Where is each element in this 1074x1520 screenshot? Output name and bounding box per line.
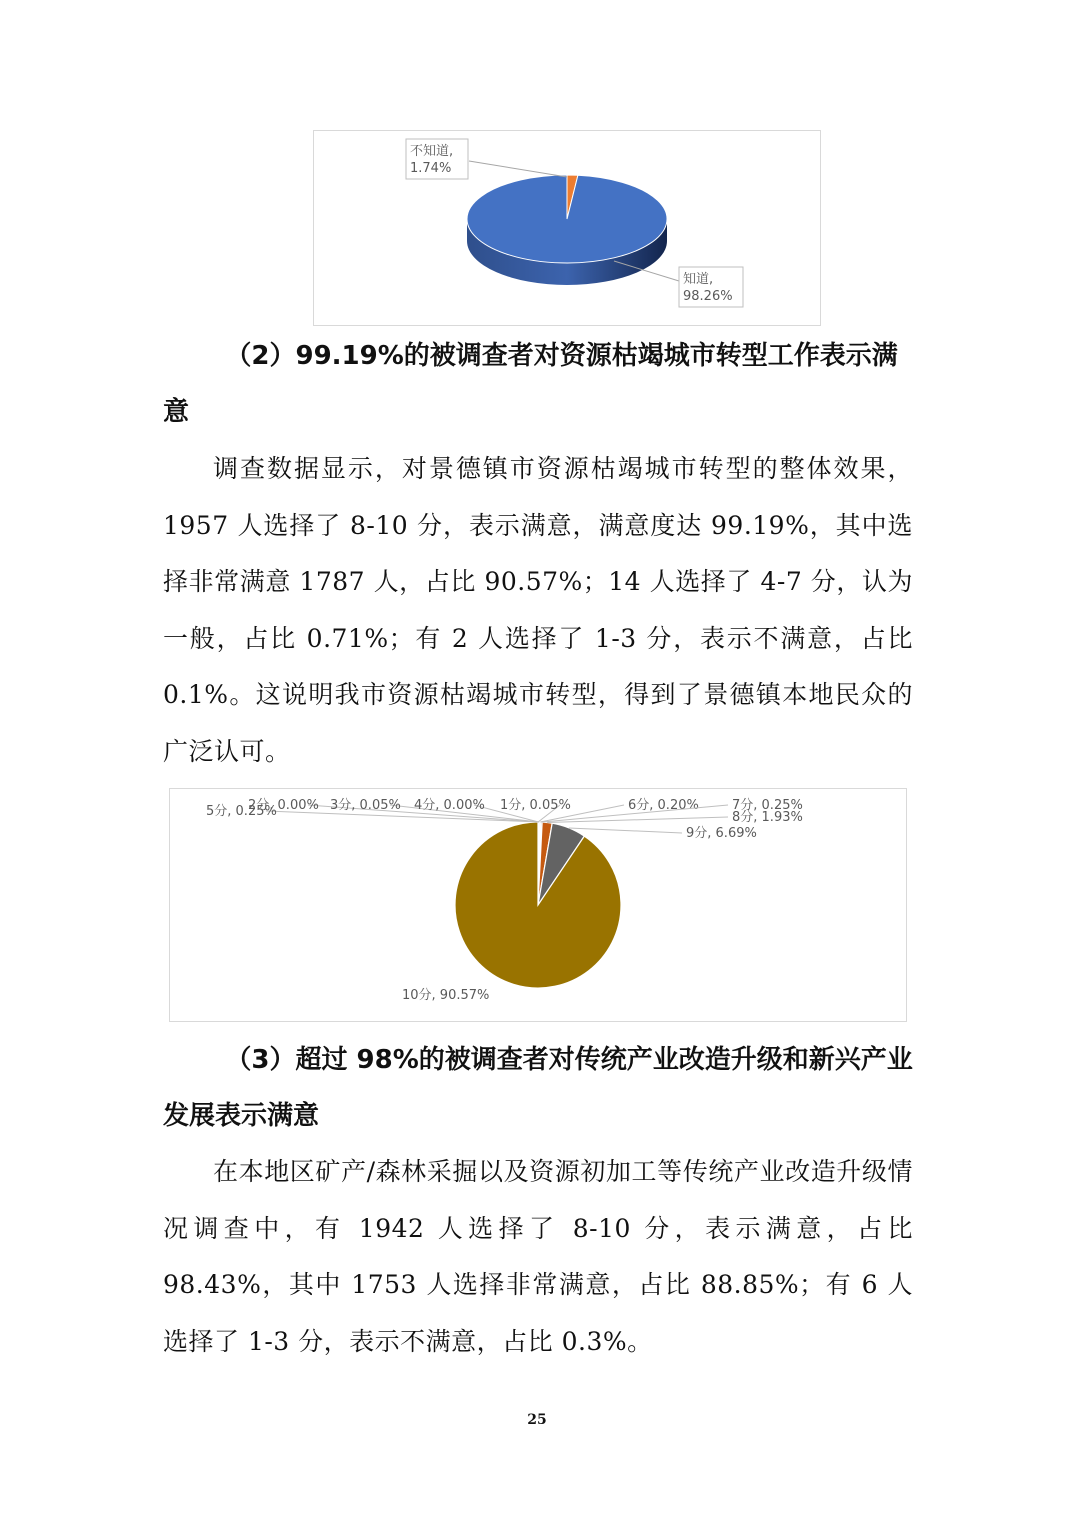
awareness-pie-svg xyxy=(314,131,820,325)
leader-line xyxy=(547,817,728,823)
data-label-10分: 10分, 90.57% xyxy=(402,988,490,1003)
paragraph-2: 在本地区矿产/森林采掘以及资源初加工等传统产业改造升级情况调查中，有 1942 人选择了 8-10 分，表示满意，占比 98.43%，其中 1753 人选择非常满意，占比 88.85%；有 6 人选择了 1-3 分，表示不满意，占比 0.3%。 xyxy=(163,1157,913,1356)
data-label-name: 不知道, xyxy=(410,144,454,159)
data-label-2分: 2分, 0.00% xyxy=(248,798,319,813)
data-label-4分: 4分, 0.00% xyxy=(414,798,485,813)
section-heading-3: （3）超过 98%的被调查者对传统产业改造升级和新兴产业发展表示满意 xyxy=(163,1045,913,1131)
satisfaction-pie-svg xyxy=(170,789,906,1021)
leader-line xyxy=(266,811,539,822)
pie-slice-10分 xyxy=(455,822,621,988)
leader-line xyxy=(469,161,567,177)
awareness-pie-chart xyxy=(313,130,821,326)
data-label-value: 98.26% xyxy=(683,289,733,304)
data-label-name: 知道, xyxy=(683,272,714,287)
section-heading-2: （2）99.19%的被调查者对资源枯竭城市转型工作表示满意 xyxy=(163,341,898,427)
page-number: 25 xyxy=(527,1412,547,1428)
leader-line xyxy=(569,828,682,833)
data-label-9分: 9分, 6.69% xyxy=(686,826,757,841)
data-label-7分: 7分, 0.25% xyxy=(732,798,803,813)
data-label-3分: 3分, 0.05% xyxy=(330,798,401,813)
data-label-6分: 6分, 0.20% xyxy=(628,798,699,813)
data-label-value: 1.74% xyxy=(410,161,452,176)
satisfaction-pie-chart xyxy=(169,788,907,1022)
pie-slice-知道 xyxy=(467,175,667,263)
data-label-1分: 1分, 0.05% xyxy=(500,798,571,813)
data-label-8分: 8分, 1.93% xyxy=(732,810,803,825)
data-label-5分: 5分, 0.25% xyxy=(206,804,277,819)
paragraph-1: 调查数据显示，对景德镇市资源枯竭城市转型的整体效果，1957 人选择了 8-10 分，表示满意，满意度达 99.19%，其中选择非常满意 1787 人，占比 90.57%；14 人选择了 4-7 分，认为一般，占比 0.71%；有 2 人选择了 1-3 分，表示不满意，占比 0.1%。这说明我市资源枯竭城市转型，得到了景德镇本地民众的广泛认可。 xyxy=(163,454,913,766)
